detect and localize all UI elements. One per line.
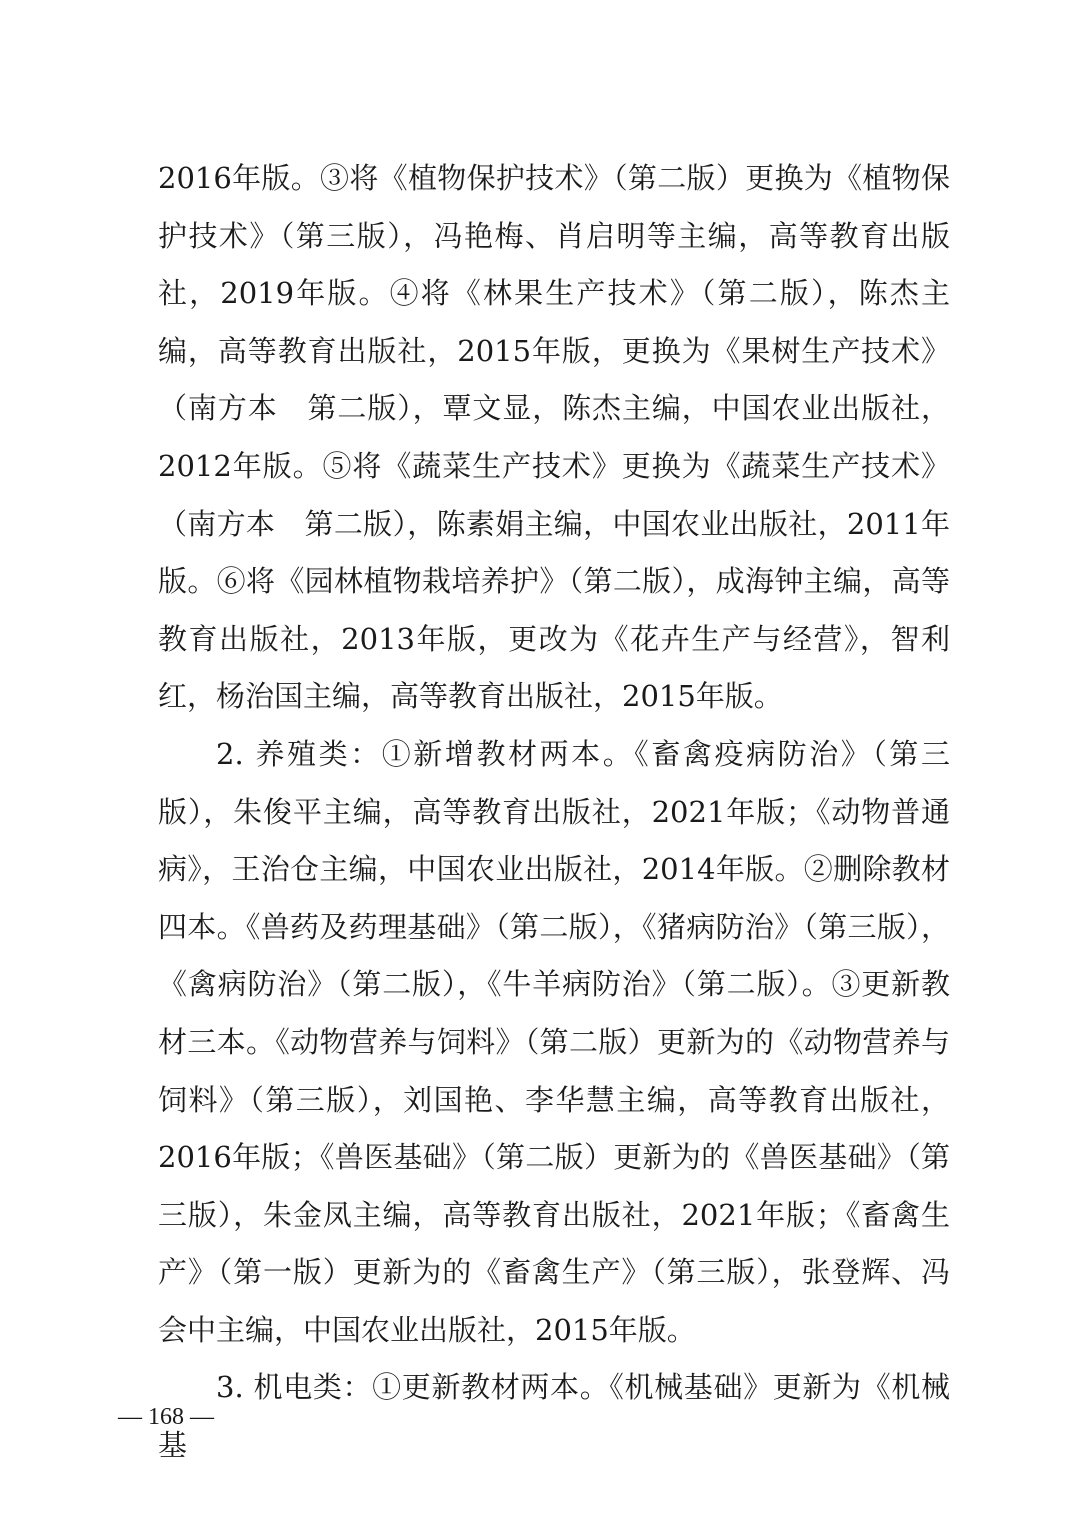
paragraph-continuation: 2016年版。③将《植物保护技术》（第二版）更换为《植物保护技术》（第三版），冯艳梅、肖启明等主编，高等教育出版社，2019年版。④将《林果生产技术》（第二版），陈杰主编，高等教育出版社，2015年版，更换为《果树生产技术》（南方本 第二版），覃文显，陈杰主编，中国农业出版社，2012年版。⑤将《蔬菜生产技术》更换为《蔬菜生产技术》（南方本 第二版），陈素娟主编，中国农业出版社，2011年版。⑥将《园林植物栽培养护》（第二版），成海钟主编，高等教育出版社，2013年版，更改为《花卉生产与经营》，智利红，杨治国主编，高等教育出版社，2015年版。: [158, 161, 950, 714]
page-number: — 168 —: [118, 1404, 214, 1430]
body-text: [158, 150, 950, 1475]
paragraph-mechatronics: 3. 机电类：①更新教材两本。《机械基础》更新为《机械基: [158, 1370, 950, 1463]
paragraph-breeding: 2. 养殖类：①新增教材两本。《畜禽疫病防治》（第三版），朱俊平主编，高等教育出版社，2021年版；《动物普通病》，王治仓主编，中国农业出版社，2014年版。②删除教材四本。《兽药及药理基础》（第二版），《猪病防治》（第三版），《禽病防治》（第二版），《牛羊病防治》（第二版）。③更新教材三本。《动物营养与饲料》（第二版）更新为的《动物营养与饲料》（第三版），刘国艳、李华慧主编，高等教育出版社，2016年版；《兽医基础》（第二版）更新为的《兽医基础》（第三版），朱金凤主编，高等教育出版社，2021年版；《畜禽生产》（第一版）更新为的《畜禽生产》（第三版），张登辉、冯会中主编，中国农业出版社，2015年版。: [158, 736, 950, 1347]
